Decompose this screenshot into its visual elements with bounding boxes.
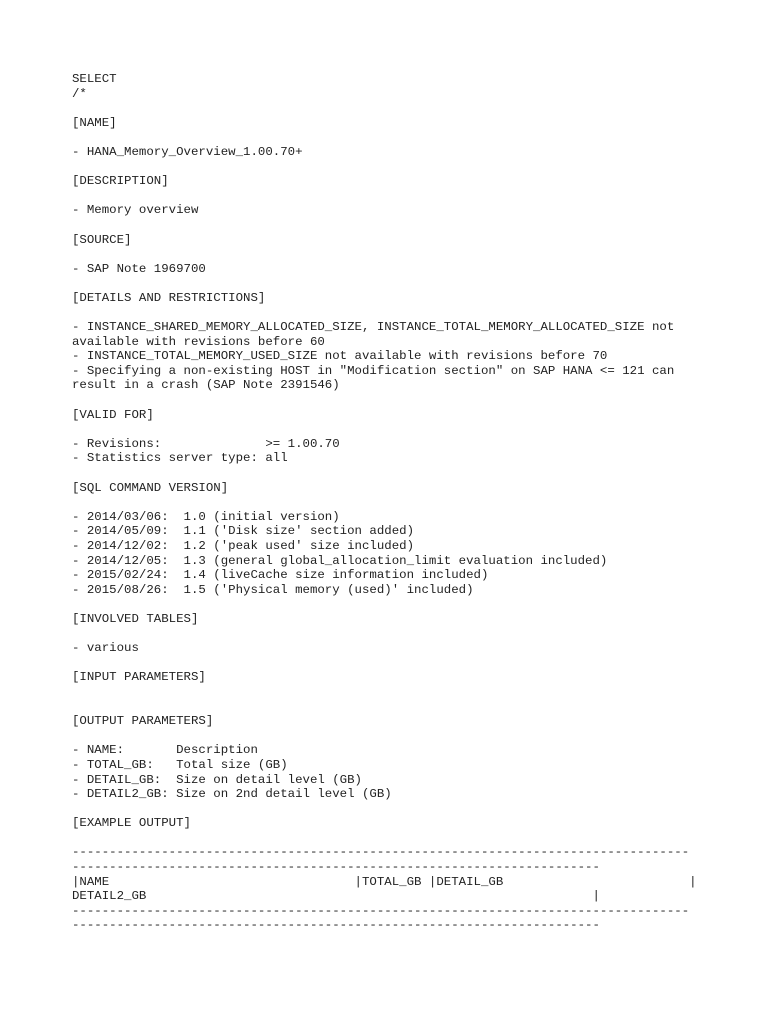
blank-line xyxy=(72,700,752,715)
document-line: - HANA_Memory_Overview_1.00.70+ xyxy=(72,144,303,159)
blank-line xyxy=(72,627,752,642)
blank-line xyxy=(72,160,752,175)
document-line: available with revisions before 60 xyxy=(72,334,325,349)
document-line: - INSTANCE_SHARED_MEMORY_ALLOCATED_SIZE, INSTANCE_TOTAL_MEMORY_ALLOCATED_SIZE not xyxy=(72,320,675,335)
document-line: - Memory overview xyxy=(72,203,199,218)
blank-line xyxy=(72,802,752,817)
blank-line xyxy=(72,218,752,233)
document-line: - 2014/03/06: 1.0 (initial version) xyxy=(72,509,340,524)
blank-line xyxy=(72,831,752,846)
blank-line xyxy=(72,685,752,700)
document-line: - 2015/02/24: 1.4 (liveCache size information included) xyxy=(72,568,489,583)
blank-line xyxy=(72,393,752,408)
document-line: - 2015/08/26: 1.5 ('Physical memory (used)' included) xyxy=(72,582,474,597)
blank-line xyxy=(72,247,752,262)
document-line: - DETAIL_GB: Size on detail level (GB) xyxy=(72,772,362,787)
blank-line xyxy=(72,729,752,744)
document-line: - 2014/12/05: 1.3 (general global_allocation_limit evaluation included) xyxy=(72,553,608,568)
document-line: ----------------------------------------------------------------------- xyxy=(72,860,600,875)
blank-line xyxy=(72,422,752,437)
document-line: DETAIL2_GB | xyxy=(72,889,600,904)
document-line: [INVOLVED TABLES] xyxy=(72,611,199,626)
document-line: ----------------------------------------------------------------------------------- xyxy=(72,903,690,918)
sql-document-text xyxy=(72,72,752,933)
blank-line xyxy=(72,306,752,321)
blank-line xyxy=(72,130,752,145)
document-line: - Revisions: >= 1.00.70 xyxy=(72,436,340,451)
document-line: - various xyxy=(72,641,139,656)
document-line: [DETAILS AND RESTRICTIONS] xyxy=(72,290,266,305)
document-line: [SOURCE] xyxy=(72,232,132,247)
document-line: [OUTPUT PARAMETERS] xyxy=(72,714,214,729)
document-line: [SQL COMMAND VERSION] xyxy=(72,480,229,495)
document-line: - NAME: Description xyxy=(72,743,258,758)
blank-line xyxy=(72,101,752,116)
document-line: /* xyxy=(72,86,87,101)
document-line: [NAME] xyxy=(72,115,117,130)
document-line: - INSTANCE_TOTAL_MEMORY_USED_SIZE not available with revisions before 70 xyxy=(72,349,608,364)
blank-line xyxy=(72,597,752,612)
document-line: - 2014/12/02: 1.2 ('peak used' size included) xyxy=(72,539,415,553)
document-line: - 2014/05/09: 1.1 ('Disk size' section added) xyxy=(72,524,415,539)
document-line: [VALID FOR] xyxy=(72,407,154,422)
document-line: SELECT xyxy=(72,72,117,86)
document-line: - SAP Note 1969700 xyxy=(72,261,206,276)
blank-line xyxy=(72,276,752,291)
document-line: - Statistics server type: all xyxy=(72,451,288,466)
blank-line xyxy=(72,466,752,481)
blank-line xyxy=(72,189,752,204)
document-line: - DETAIL2_GB: Size on 2nd detail level (GB) xyxy=(72,787,392,802)
document-line: |NAME |TOTAL_GB |DETAIL_GB | xyxy=(72,874,697,889)
document-line: - TOTAL_GB: Total size (GB) xyxy=(72,757,288,772)
document-line: [INPUT PARAMETERS] xyxy=(72,670,206,685)
document-line: ----------------------------------------------------------------------------------- xyxy=(72,845,690,860)
document-line: result in a crash (SAP Note 2391546) xyxy=(72,378,340,393)
document-line: ----------------------------------------------------------------------- xyxy=(72,918,600,933)
document-line: - Specifying a non-existing HOST in "Modification section" on SAP HANA <= 121 can xyxy=(72,363,675,378)
blank-line xyxy=(72,495,752,510)
blank-line xyxy=(72,656,752,671)
document-line: [DESCRIPTION] xyxy=(72,174,169,189)
document-line: [EXAMPLE OUTPUT] xyxy=(72,816,191,831)
